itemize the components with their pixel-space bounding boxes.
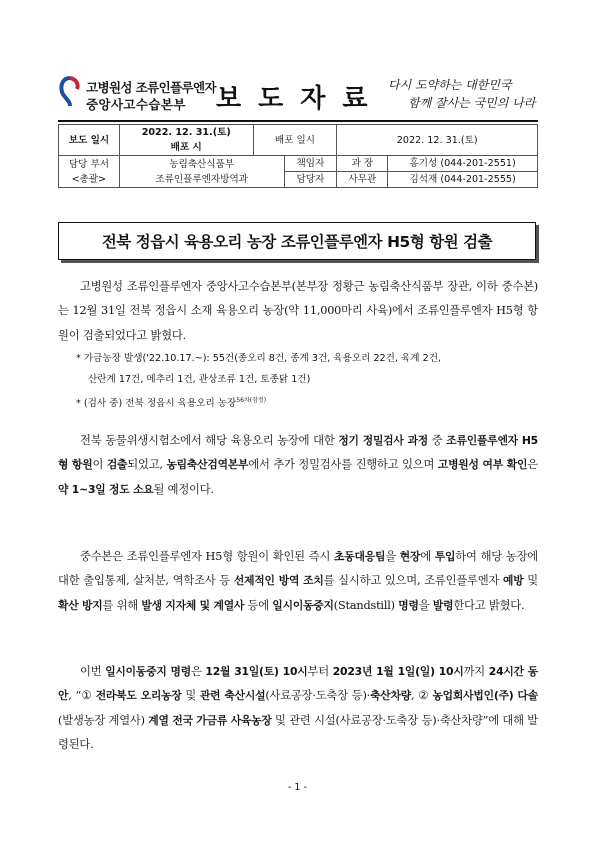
slogan-line2: 함께 잘사는 국민의 나라 bbox=[408, 96, 536, 110]
para4-bold: 2023년 1월 1일(일) 10시 bbox=[332, 665, 464, 678]
department-label: 담당 부서 bbox=[68, 158, 109, 170]
para3-text: (Standstill) bbox=[333, 598, 399, 612]
para2-text: 중 bbox=[428, 434, 447, 447]
government-logo-icon bbox=[58, 76, 82, 108]
para4-bold: 축산차량 bbox=[370, 689, 411, 703]
release-date-label: 보도 일시 bbox=[59, 125, 120, 156]
organization-name-line2: 중앙사고수습본부 bbox=[86, 97, 186, 112]
para4-bold: 24시간 동안 bbox=[58, 665, 539, 703]
para2-bold: 조류인플루엔자 H5형 항원 bbox=[58, 434, 538, 472]
paragraph-3 bbox=[58, 545, 538, 618]
responsible-contact: 홍기성 (044-201-2551) bbox=[388, 156, 538, 172]
para4-bold: 12월 31일(토) 10시 bbox=[205, 665, 308, 678]
organization-name-line1: 고병원성 조류인플루엔자 bbox=[86, 80, 216, 95]
para4-text: 이번 bbox=[80, 665, 106, 678]
release-date-time: 배포 시 bbox=[170, 142, 202, 153]
para2-text: 은 bbox=[527, 458, 538, 472]
para4-bold: 일시이동중지 명령 bbox=[105, 665, 191, 678]
para3-bold: 확산 방지 bbox=[58, 598, 103, 612]
responsible-title: 과 장 bbox=[337, 156, 388, 172]
para2-text: 에서 추가 정밀검사를 진행하고 있으며 bbox=[248, 458, 438, 472]
paragraph-1: 고병원성 조류인플루엔자 중앙사고수습본부(본부장 정황근 농림축산식품부 장관, 이하 중수본)는 12월 31일 전북 정읍시 소재 육용오리 농장(약 11,000마리 사육)에서 조류인플루엔자 H5형 항원이 검출되었다고 밝혔다. bbox=[58, 280, 538, 342]
para2-text: 이 bbox=[92, 458, 107, 472]
note-2 bbox=[76, 390, 538, 414]
para3-bold: 일시이동중지 bbox=[272, 598, 334, 612]
para3-text: 를 위해 bbox=[102, 598, 142, 612]
paragraph-4 bbox=[58, 660, 538, 758]
para2-bold: 약 1~3일 정도 소요 bbox=[58, 482, 154, 496]
para3-text: 하여 해당 농장에 대한 출입통제, 살처분, 역학조사 등 bbox=[58, 550, 539, 588]
paragraph-2 bbox=[58, 429, 538, 502]
para4-bold: 계열 전국 가금류 사육농장 bbox=[148, 713, 272, 727]
para2-bold: 검출 bbox=[106, 458, 128, 472]
para3-text: 중수본은 조류인플루엔자 H5형 항원이 확인된 즉시 bbox=[80, 550, 335, 563]
para2-bold: 농림축산검역본부 bbox=[166, 458, 249, 472]
para3-text: 를 실시하고 있으며, 조류인플루엔자 bbox=[323, 574, 503, 588]
para3-bold: 현장 bbox=[399, 550, 421, 563]
para4-text: 부터 bbox=[307, 665, 333, 678]
para3-text: 을 bbox=[418, 598, 433, 612]
document-type-title: 보도자료 bbox=[216, 84, 385, 114]
para3-bold: 예방 bbox=[503, 574, 524, 588]
para3-bold: 명령 bbox=[398, 598, 419, 612]
staff-title: 사무관 bbox=[337, 172, 388, 188]
para4-bold: 농업회사법인(주) 다솔 bbox=[432, 689, 538, 703]
para3-bold: 발령 bbox=[432, 598, 454, 612]
para3-text: 에 bbox=[420, 550, 435, 563]
distribute-date-value: 2022. 12. 31.(토) bbox=[337, 125, 538, 156]
para2-bold: 고병원성 여부 확인 bbox=[437, 458, 528, 472]
para4-text: (발생농장 계열사) bbox=[58, 713, 149, 727]
page-number: - 1 - bbox=[287, 782, 308, 793]
para2-text: 될 예정이다. bbox=[153, 482, 214, 496]
department-sub-label: <총괄> bbox=[71, 173, 107, 185]
para3-bold: 투입 bbox=[434, 550, 456, 563]
para3-text: 및 bbox=[523, 574, 538, 588]
distribute-date-label: 배포 일시 bbox=[253, 125, 337, 156]
department-division: 조류인플루엔자방역과 bbox=[155, 173, 249, 185]
para2-text: 전북 동물위생시험소에서 해당 육용오리 농장에 대한 bbox=[80, 434, 339, 447]
department-label-cell bbox=[59, 156, 120, 188]
note-2-superscript: 56차(잠정) bbox=[236, 397, 267, 404]
para3-text: 등에 bbox=[244, 598, 273, 612]
staff-contact: 김석재 (044-201-2555) bbox=[388, 172, 538, 188]
slogan-line1: 다시 도약하는 대한민국 bbox=[388, 78, 512, 92]
para3-text: 한다고 밝혔다. bbox=[453, 598, 525, 612]
para3-text: 을 bbox=[385, 550, 400, 563]
release-info-table bbox=[58, 124, 538, 188]
header bbox=[58, 72, 538, 122]
para4-text: 까지 bbox=[463, 665, 489, 678]
note-1-line1: * 가금농장 발생('22.10.17.~): 55건(종오리 8건, 종계 3건, 육용오리 22건, 육계 2건, bbox=[76, 353, 442, 364]
para4-bold: 관련 축산시설 bbox=[199, 689, 266, 703]
para4-text: 은 bbox=[190, 665, 206, 678]
headline: 전북 정읍시 육용오리 농장 조류인플루엔자 H5형 항원 검출 bbox=[101, 233, 493, 251]
para3-bold: 선제적인 방역 조치 bbox=[233, 574, 324, 588]
para4-text: 및 bbox=[181, 689, 200, 703]
department-name-cell bbox=[119, 156, 284, 188]
header-divider bbox=[58, 120, 538, 122]
department-ministry: 농림축산식품부 bbox=[169, 158, 235, 170]
note-2-text: * (검사 중) 전북 정읍시 육용오리 농장 bbox=[76, 398, 237, 410]
para4-text: 및 관련 시설(사료공장·도축장 등)·축산차량”에 대해 발령된다. bbox=[58, 713, 538, 752]
para3-bold: 초동대응팀 bbox=[334, 550, 386, 563]
para2-bold: 정기 정밀검사 과정 bbox=[338, 434, 429, 447]
para4-text: , “① bbox=[68, 689, 96, 703]
headline-box bbox=[58, 222, 536, 260]
release-date-day: 2022. 12. 31.(토) bbox=[141, 127, 231, 138]
note-1-line2: 산란계 17건, 메추리 1건, 관상조류 1건, 토종닭 1건) bbox=[88, 374, 311, 385]
para4-text: , ② bbox=[411, 689, 433, 703]
responsible-label: 책임자 bbox=[284, 156, 337, 172]
footnotes bbox=[76, 348, 538, 414]
release-date-value bbox=[119, 125, 253, 156]
para4-text: (사료공장·도축장 등)· bbox=[265, 689, 371, 703]
para2-text: 되었고, bbox=[127, 458, 167, 472]
staff-label: 담당자 bbox=[284, 172, 337, 188]
para4-bold: 전라북도 오리농장 bbox=[95, 689, 182, 703]
para3-bold: 발생 지자체 및 계열사 bbox=[141, 598, 245, 612]
